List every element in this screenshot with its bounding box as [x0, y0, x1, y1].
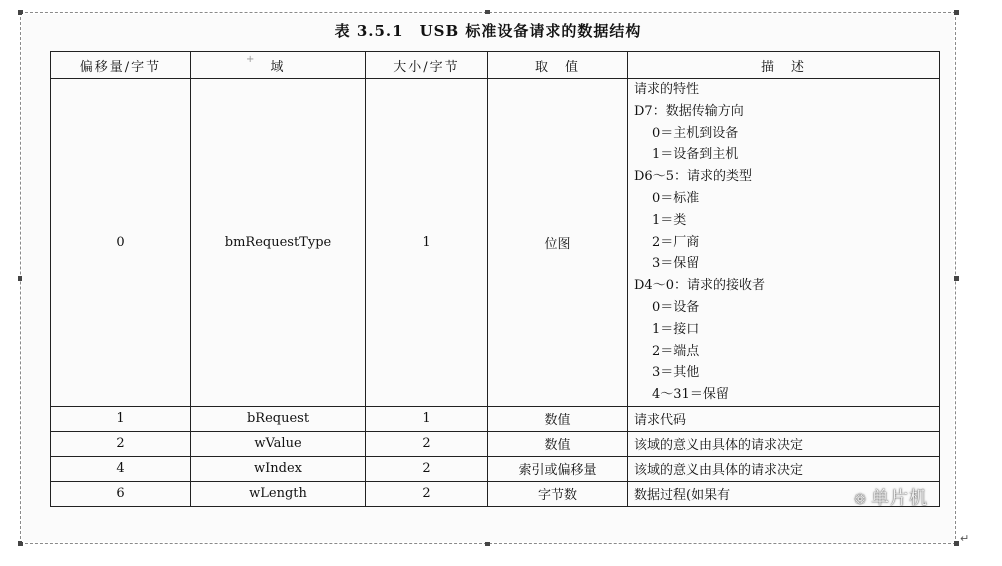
cell-field: wValue	[191, 431, 366, 456]
resize-handle-middle-right[interactable]	[954, 276, 959, 281]
header-field: 域	[191, 52, 366, 79]
cell-description	[628, 79, 940, 407]
table-row	[51, 431, 940, 456]
desc-line: 1＝类	[652, 212, 687, 228]
desc-line: 请求的特性	[634, 82, 700, 97]
embedded-table-image	[22, 14, 954, 542]
cell-size: 1	[366, 406, 488, 431]
cell-description: 数据过程(如果有	[628, 481, 940, 506]
cell-offset: 6	[51, 481, 191, 506]
header-value: 取 值	[488, 52, 628, 79]
desc-line: D4～0：请求的接收者	[634, 278, 765, 294]
cell-size: 2	[366, 481, 488, 506]
watermark-text: 单片机	[871, 488, 928, 509]
wechat-icon: ❁	[854, 492, 867, 508]
cell-field: wLength	[191, 481, 366, 506]
header-description: 描 述	[628, 52, 940, 79]
scan-artifact-mark: +	[246, 54, 255, 65]
table-row	[51, 481, 940, 506]
cell-offset: 4	[51, 456, 191, 481]
table-title: 表 3.5.1 USB 标准设备请求的数据结构	[334, 22, 642, 40]
desc-line: 0＝标准	[652, 190, 700, 206]
desc-line: 3＝保留	[652, 256, 700, 272]
table-row	[51, 456, 940, 481]
cell-field: bRequest	[191, 406, 366, 431]
table-row	[51, 79, 940, 407]
cell-value: 数值	[488, 431, 628, 456]
cell-value: 数值	[488, 406, 628, 431]
desc-line: 0＝主机到设备	[652, 125, 739, 141]
cell-description: 该域的意义由具体的请求决定	[628, 431, 940, 456]
desc-line: D7：数据传输方向	[634, 103, 744, 119]
cell-field: bmRequestType	[191, 79, 366, 407]
desc-line: 2＝端点	[652, 343, 700, 359]
header-size: 大小/字节	[366, 52, 488, 79]
cell-value: 索引或偏移量	[488, 456, 628, 481]
cell-size: 2	[366, 456, 488, 481]
header-offset: 偏移量/字节	[51, 52, 191, 79]
cell-offset: 2	[51, 431, 191, 456]
cell-size: 1	[366, 79, 488, 407]
cell-offset: 1	[51, 406, 191, 431]
cell-description: 请求代码	[628, 406, 940, 431]
desc-line: 4～31＝保留	[652, 387, 729, 403]
cell-field: wIndex	[191, 456, 366, 481]
cell-value: 位图	[488, 79, 628, 407]
paragraph-return-mark: ↵	[960, 532, 970, 545]
cell-offset: 0	[51, 79, 191, 407]
watermark	[854, 484, 928, 510]
cell-value: 字节数	[488, 481, 628, 506]
desc-line: 0＝设备	[652, 299, 700, 315]
cell-description: 该域的意义由具体的请求决定	[628, 456, 940, 481]
desc-line: D6～5：请求的类型	[634, 169, 752, 185]
table-header-row	[51, 52, 940, 79]
usb-request-table	[50, 51, 940, 507]
cell-size: 2	[366, 431, 488, 456]
table-row	[51, 406, 940, 431]
resize-handle-top-right[interactable]	[954, 10, 959, 15]
desc-line: 2＝厂商	[652, 234, 700, 250]
desc-line: 1＝设备到主机	[652, 147, 739, 163]
resize-handle-bottom-right[interactable]	[954, 541, 959, 546]
desc-line: 3＝其他	[652, 365, 700, 381]
desc-line: 1＝接口	[652, 321, 700, 337]
